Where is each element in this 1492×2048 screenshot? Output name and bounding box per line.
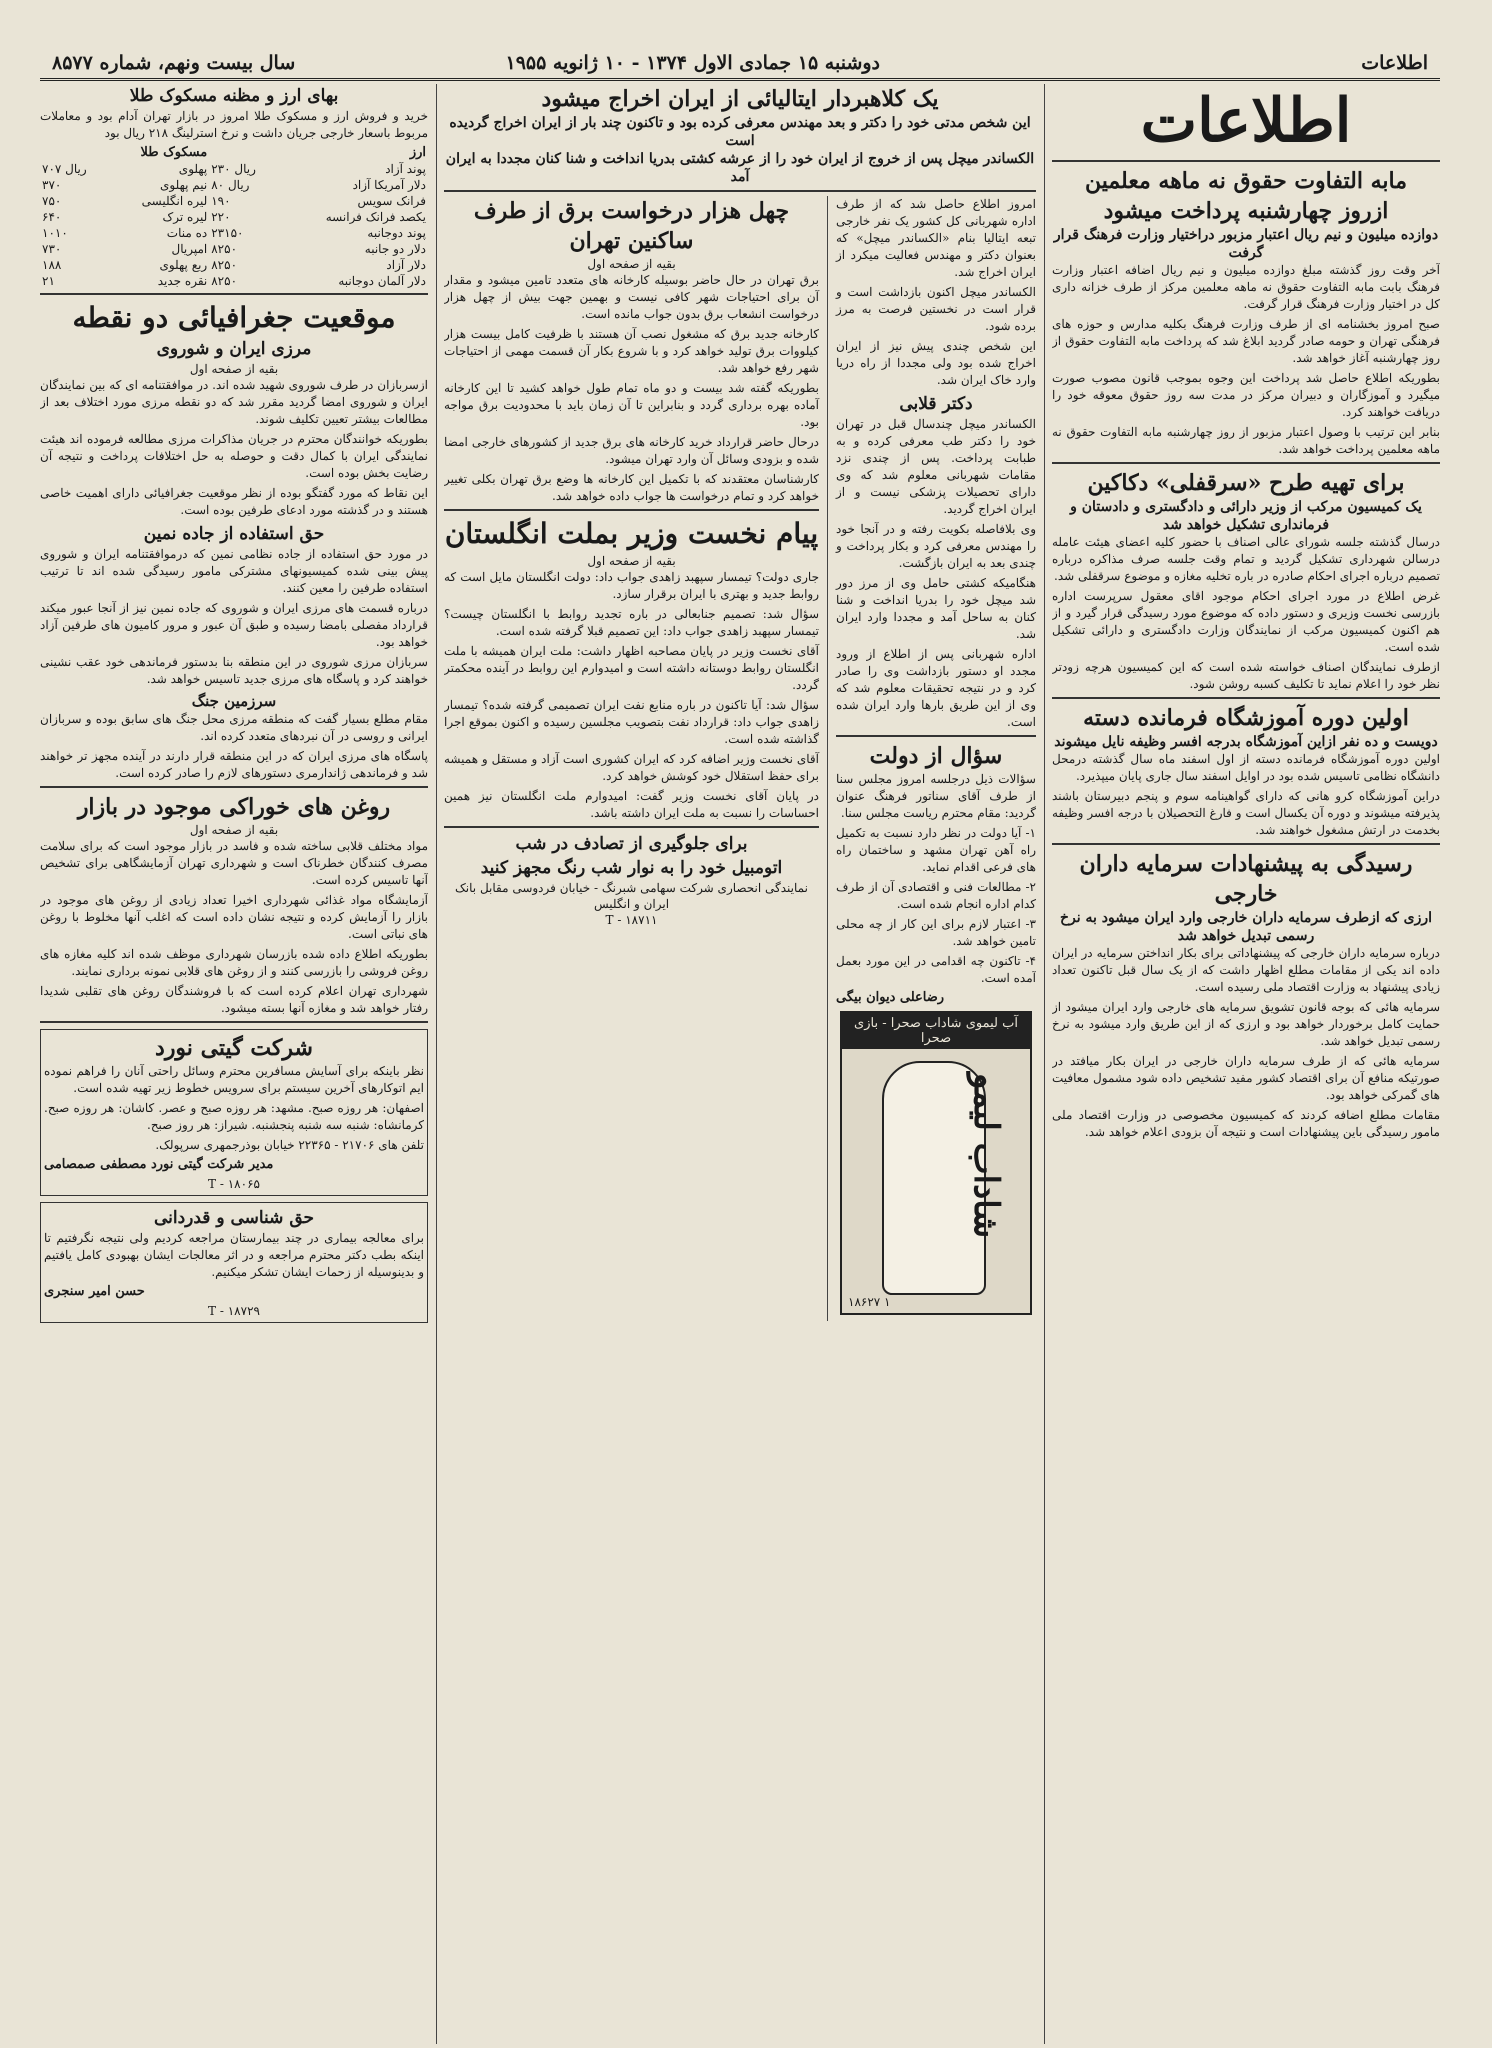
- paragraph: الکساندر میچل چندسال قبل در تهران خود را دکتر طب معرفی کرده و به طبابت پرداخت. پس از چندی نزد مقامات شهربانی معلوم شد که وی دارای تحصیلات پزشکی نیست و از ایران اخراج گردید.: [836, 417, 1036, 516]
- article-goodwill: [1052, 468, 1440, 693]
- table-row: [40, 161, 428, 177]
- cell: ده منات: [166, 226, 208, 240]
- cell: پوند دوجانبه: [367, 226, 426, 240]
- paragraph: اداره شهربانی پس از اطلاع از ورود مجدد او دستور بازداشت وی را صادر کرد و در نتیجه تحقیقات معلوم شد که وی از این طریق بارها وارد ایران شده است.: [836, 647, 1036, 729]
- paragraph: ۳- اعتبار لازم برای این کار از چه محلی تامین خواهد شد.: [836, 917, 1036, 948]
- paragraph: مقام مطلع بسیار گفت که منطقه مرزی محل جنگ های سابق بوده و سربازان ایرانی و روسی در آن نبردهای متعدد کرده اند.: [40, 712, 428, 743]
- paragraph: جاری دولت؟ تیمسار سپهبد زاهدی جواب داد: دولت انگلستان مایل است که روابط جدید و بهتری با ایران برقرار سازد.: [444, 570, 819, 601]
- paragraph: نظر باینکه برای آسایش مسافرین محترم وسائل راحتی آنان را فراهم نموده ایم اتوکارهای آخرین سیستم برای سرویس خطوط زیر تهیه شده است.: [44, 1064, 424, 1095]
- section-heading: حق استفاده از جاده نمین: [143, 524, 325, 544]
- cell: دلار آزاد: [386, 258, 426, 272]
- section-heading: دکتر قلابی: [899, 394, 973, 414]
- article-foreign-investors: [1052, 849, 1440, 1141]
- paragraph: بطوریکه اطلاع داده شده بازرسان شهرداری موظف شده اند کلیه مغازه های روغن فروشی را بازرسی کنند و از روغن های قلابی نمونه برداری نمایند.: [40, 947, 428, 978]
- column-rule: [436, 84, 437, 2044]
- cell: پهلوی: [178, 162, 208, 176]
- paragraph: بنابر این ترتیب با وصول اعتبار مزبور از روز چهارشنبه مابه التفاوت حقوق نه ماهه معلمین پرداخت خواهد شد.: [1052, 425, 1440, 456]
- cell: ۲۳۱۵۰: [211, 226, 244, 240]
- table-row: [40, 177, 428, 193]
- headline: ازروز چهارشنبه پرداخت میشود: [1103, 198, 1389, 224]
- paragraph: کارشناسان معتقدند که با تکمیل این کارخانه ها وضع برق تهران بکلی تغییر خواهد کرد و تمام درخواست ها جواب داده خواهد شد.: [444, 472, 819, 503]
- reflector-ad: [444, 832, 819, 928]
- table-header: [40, 145, 428, 161]
- paragraph: غرض اطلاع در مورد اجرای احکام موجود اقای معقول سرپرست اداره بازرسی نخست وزیری و دستور داده که موضوع مورد رسیدگی قرار گیرد و از هم اکنون کمیسیون مرکب از نمایندگان وزارت دادگستری و دارائی تشکیل شده است.: [1052, 589, 1440, 654]
- divider: [444, 190, 1036, 192]
- cell: ۲۱: [42, 274, 55, 288]
- thanks-notice: [40, 1202, 428, 1323]
- article-border-points: [40, 299, 428, 782]
- signature: رضاعلی دیوان بیگی: [836, 990, 945, 1005]
- cell: دلار دو جانبه: [364, 242, 426, 256]
- paragraph: سربازان مرزی شوروی در این منطقه بنا بدستور فرماندهی خود عقب نشینی خواهند کرد و پاسگاه های مرزی جدید تاسیس خواهد شد.: [40, 655, 428, 686]
- paragraph: وی بلافاصله بکویت رفته و در آنجا خود را مهندس معرفی کرد و بکار پرداخت و چندی بعد به ایران بازگشت.: [836, 522, 1036, 570]
- headline: رسیدگی به پیشنهادات سرمایه داران خارجی: [1079, 851, 1413, 907]
- paragraph: بطوریکه خوانندگان محترم در جریان مذاکرات مرزی مطالعه فرموده اند هیئت نمایندگی ایران با کمال دقت و حوصله به حل اختلافات پرداخت و نتیجه آن رضایت بخش بوده است.: [40, 432, 428, 480]
- subheadline: یک کمیسیون مرکب از وزیر دارائی و دادگستری و دادستان و فرمانداری تشکیل خواهد شد: [1070, 499, 1422, 533]
- paragraph: سؤالات ذیل درجلسه امروز مجلس سنا از طرف آقای سناتور فرهنگ عنوان گردید: مقام محترم ریاست مجلس سنا.: [836, 772, 1036, 820]
- paragraph: اولین دوره آموزشگاه فرمانده دسته از اول اسفند ماه سال گذشته درمحل دانشگاه نظامی تاسیس شده بود در اوایل اسفند سال جاری پایان میپذیرد.: [1052, 752, 1440, 783]
- subheadline: این شخص مدتی خود را دکتر و بعد مهندس معرفی کرده بود و تاکنون چند بار از ایران اخراج گردیده است: [449, 115, 1031, 149]
- section-heading: سرزمین جنگ: [191, 692, 277, 710]
- ad-number: ۱۸۷۲۹ - T: [208, 1304, 260, 1318]
- continued-note: بقیه از صفحه اول: [587, 554, 676, 568]
- divider: [40, 786, 428, 788]
- paragraph: هنگامیکه کشتی حامل وی از مرز دور شد میچل خود را بدریا انداخت و شنا کنان به ساحل آمد و مجددا وارد ایران شد.: [836, 576, 1036, 641]
- cell: امپریال: [171, 242, 208, 256]
- cell: لیره انگلیسی: [141, 194, 208, 208]
- subheadline: ارزی که ازطرف سرمایه داران خارجی وارد ایران میشود به نرخ رسمی تبدیل خواهد شد: [1059, 910, 1433, 944]
- signature: مدیر شرکت گیتی نورد مصطفی صمصامی: [44, 1157, 274, 1172]
- ad-brand: شاداب لیمو: [966, 1073, 1006, 1239]
- cell: ۷۰۷ ریال: [42, 162, 87, 176]
- paragraph: ۱- آیا دولت در نظر دارد نسبت به تکمیل راه آهن تهران مشهد و ساختمان راه های فرعی اقدام نماید.: [836, 826, 1036, 874]
- article-teachers-pay: [1052, 166, 1440, 458]
- table-row: [40, 273, 428, 289]
- paragraph: درحال حاضر قرارداد خرید کارخانه های برق جدید از کشورهای خارجی امضا شده و بزودی وسائل آن وارد تهران میشود.: [444, 435, 819, 466]
- paragraph: درباره سرمایه داران خارجی که پیشنهاداتی برای بکار انداختن سرمایه در ایران داده اند یکی از مقامات مطلع اظهار داشت که از یک سال قبل تاکنون تعداد زیادی پیشنهاد به وزارت اقتصاد ملی رسیده است.: [1052, 946, 1440, 994]
- headline: یک کلاهبردار ایتالیائی از ایران اخراج میشود: [541, 86, 939, 112]
- divider: [40, 1021, 428, 1023]
- cell: فرانک سویس: [357, 194, 426, 208]
- dateline-bar: [40, 48, 1440, 81]
- headline: سؤال از دولت: [869, 743, 1003, 769]
- paragraph: درسال گذشته جلسه شورای عالی اصناف با حضور کلیه اعضای هیئت عامله درسالن شهرداری تشکیل گردید و تمام وقت جلسه صرف مذاکره درباره تصمیم درباره اجرای احکام صادره در باره تخلیه مغازه و موضوع سرقفلی شد.: [1052, 535, 1440, 583]
- ad-number: ۱۸۰۶۵ - T: [208, 1177, 260, 1191]
- cell: ۸۲۵۰: [211, 274, 238, 288]
- paragraph: خرید و فروش ارز و مسکوک طلا امروز در بازار تهران آدام بود و معاملات مربوط باسعار خارجی جریان داشت و نرخ استرلینگ ۲۱۸ ریال بود: [40, 109, 428, 140]
- paragraph: مواد مختلف قلابی ساخته شده و فاسد در بازار موجود است که برای سلامت مصرف کنندگان خطرناک است و شهرداری تهران آزمایشگاهی برای تشخیص آنها تاسیس کرده است.: [40, 839, 428, 887]
- paragraph: کارخانه جدید برق که مشغول نصب آن هستند با ظرفیت کامل بیست هزار کیلووات برق تولید خواهد کرد و با شروع بکار آن قسمت مهمی از احتیاجات شهر رفع خواهد شد.: [444, 327, 819, 375]
- cell: نیم پهلوی: [160, 178, 208, 192]
- paragraph: آزمایشگاه مواد غذائی شهرداری اخیرا تعداد زیادی از روغن های موجود در بازار را آزمایش کرده و نتیجه نشان داده است که اغلب آنها مخلوط با روغن های نباتی است.: [40, 893, 428, 941]
- cell: ۷۵۰: [42, 194, 62, 208]
- ad-address: نمایندگی انحصاری شرکت سهامی شبرنگ - خیابان فردوسی مقابل بانک ایران و انگلیس: [455, 881, 808, 911]
- column-rule: [1044, 84, 1045, 2044]
- subheadline: دویست و ده نفر ازاین آموزشگاه بدرجه افسر وظیفه نایل میشوند: [1054, 734, 1438, 750]
- table-row: [40, 241, 428, 257]
- headline: چهل هزار درخواست برق از طرف ساکنین تهران: [473, 198, 790, 254]
- lemon-drink-ad: [840, 1011, 1032, 1315]
- cell: ۷۳۰: [42, 242, 62, 256]
- cell: دلار آمریکا آزاد: [352, 178, 426, 192]
- paragraph: صبح امروز بخشنامه ای از طرف وزارت فرهنگ بکلیه مدارس و حوزه های فرهنگی تهران و حومه صادر گردید ابلاغ شد که پرداخت مابه التفاوت حقوق از روز چهارشنبه آغاز خواهد شد.: [1052, 317, 1440, 365]
- article-officer-school: [1052, 703, 1440, 839]
- divider: [1052, 462, 1440, 464]
- gitinavard-ad: [40, 1029, 428, 1196]
- headline: حق شناسی و قدردانی: [153, 1208, 315, 1228]
- newspaper-logo: اطلاعات: [1140, 86, 1352, 156]
- electricity-body-column: [444, 196, 819, 1321]
- cell: ۸۲۵۰: [211, 258, 238, 272]
- continued-note: بقیه از صفحه اول: [189, 362, 279, 376]
- ad-headline: اتومبیل خود را به نوار شب رنگ مجهز کنید: [480, 858, 783, 878]
- headline: روغن های خوراکی موجود در بازار: [77, 794, 391, 820]
- paragraph: مقامات مطلع اضافه کردند که کمیسیون مخصوصی در وزارت اقتصاد ملی مامور رسیدگی باین پیشنهادات است و نتیجه آن بزودی اعلام خواهد شد.: [1052, 1108, 1440, 1139]
- signature: حسن امیر سنجری: [44, 1284, 145, 1299]
- paragraph: برای معالجه بیماری در چند بیمارستان مراجعه کردیم ولی نتیجه نگرفتیم تا اینکه بطب دکتر محترم مراجعه و در اثر معالجات ایشان بهبودی کامل یافتیم و بدینوسیله از زحمات ایشان تشکر میکنیم.: [44, 1231, 424, 1279]
- paragraph: سؤال شد: تصمیم جنابعالی در باره تجدید روابط با انگلستان چیست؟ تیمسار سپهبد زاهدی جواب داد: این تصمیم قبلا گرفته شده است.: [444, 607, 819, 638]
- paragraph: این نقاط که مورد گفتگو بوده از نظر موقعیت جغرافیائی دارای اهمیت خاصی هستند و در گذشته مورد ادعای طرفین بوده است.: [40, 486, 428, 517]
- cell: ۱۸۸: [42, 258, 62, 272]
- paragraph: آخر وقت روز گذشته مبلغ دوازده میلیون و نیم ریال اضافه اعتبار وزارت فرهنگ بابت مابه التفاوت حقوق نه ماهه معلمین مرکز از طرف خزانه داری کل در اختیار وزارت فرهنگ قرار گرفت.: [1052, 263, 1440, 311]
- column-middle: [444, 84, 1036, 2044]
- cell: ۱۰۱۰: [42, 226, 68, 240]
- paragraph: شهرداری تهران اعلام کرده است که با فروشندگان روغن های تقلبی شدیدا رفتار خواهد شد و مغازه آنها بسته میشود.: [40, 984, 428, 1015]
- article-italian-fraudster: [444, 84, 1036, 186]
- currency-rates: [40, 84, 428, 289]
- headline: بهای ارز و مظنه مسکوک طلا: [129, 86, 339, 106]
- divider: [444, 509, 819, 511]
- paragraph: برق تهران در حال حاضر بوسیله کارخانه های متعدد تامین میشود و مقدار آن برای احتیاجات شهر کافی نیست و بهمین جهت بیش از چهل هزار درخواست انشعاب برق بدون جواب مانده است.: [444, 273, 819, 321]
- cell: پوند آزاد: [385, 162, 426, 176]
- headline: برای تهیه طرح «سرقفلی» دکاکین: [1087, 470, 1405, 496]
- masthead-name: اطلاعات: [1361, 52, 1428, 74]
- divider: [1052, 697, 1440, 699]
- table-row: [40, 225, 428, 241]
- paragraph: آقای نخست وزیر اضافه کرد که ایران کشوری است آزاد و مستقل و همیشه برای حفظ استقلال خود کوشش خواهد کرد.: [444, 752, 819, 783]
- paragraph: در پایان آقای نخست وزیر گفت: امیدوارم ملت انگلستان نیز همین احساسات را نسبت به ملت ایران داشته باشد.: [444, 789, 819, 820]
- headline: موقعیت جغرافیائی دو نقطه: [72, 301, 396, 334]
- paragraph: ازسربازان در طرف شوروی شهید شده اند. در موافقتنامه ای که بین نمایندگان ایران و شوروی امضا گردید مقرر شد که دو نقطه مرزی مورد اختلاف بعد از مطالعات بیشتر تعیین تکلیف شوند.: [40, 378, 428, 426]
- cell: دلار آلمان دوجانبه: [338, 274, 426, 288]
- column-header: ارز: [409, 145, 426, 160]
- divider: [836, 735, 1036, 737]
- divider: [1052, 843, 1440, 845]
- paragraph: در مورد حق استفاده از جاده نظامی نمین که درموافقتنامه ایران و شوروی پیش بینی شده کمیسیونهای مشترکی مامور رسیدگی شده اند تا ترتیب استفاده طرفین را معین کنند.: [40, 547, 428, 595]
- column-rule: [827, 196, 828, 1321]
- cell: ۳۷۰: [42, 178, 62, 192]
- column-header: مسکوک طلا: [140, 145, 208, 160]
- paragraph: ۲- مطالعات فنی و اقتصادی آن از طرف کدام اداره انجام شده است.: [836, 880, 1036, 911]
- divider: [40, 293, 428, 295]
- fraudster-body-column: [836, 196, 1036, 1321]
- paragraph: ۴- تاکنون چه اقدامی در این مورد بعمل آمده است.: [836, 954, 1036, 985]
- paragraph: الکساندر میچل اکنون بازداشت است و قرار است در نخستین فرصت به مرز برده شود.: [836, 285, 1036, 333]
- masthead-issue: سال بیست ونهم، شماره ۸۵۷۷: [52, 52, 296, 74]
- paragraph: بطوریکه اطلاع حاصل شد پرداخت این وجوه بموجب قانون مصوب صورت میگیرد و آموزگاران و دبیران مرکز در مدت سه روز حقوق معوقه خود را دریافت خواهند کرد.: [1052, 371, 1440, 419]
- paragraph: اصفهان: هر روزه صبح. مشهد: هر روزه صبح و عصر. کاشان: هر روزه صبح. کرمانشاه: شنبه سه شنبه پنجشنبه. شیراز: هر روز صبح.: [44, 1101, 424, 1132]
- cell: ۲۳۰ ریال: [211, 162, 256, 176]
- cell: نقره جدید: [157, 274, 208, 288]
- masthead-date: دوشنبه ۱۵ جمادی الاول ۱۳۷۴ - ۱۰ ژانویه ۱۹۵۵: [505, 52, 880, 74]
- cell: ۲۲۰: [211, 210, 231, 224]
- column-right: [1052, 84, 1440, 2044]
- cell: لیره ترک: [162, 210, 208, 224]
- rates-table: [40, 145, 428, 289]
- paragraph: این شخص چندی پیش نیز از ایران اخراج شده بود ولی مجددا از راه دریا وارد خاک ایران شد.: [836, 339, 1036, 387]
- paragraph: درباره قسمت های مرزی ایران و شوروی که جاده نمین نیز از آنجا عبور میکند قرارداد مفصلی بامضا رسیده و طبق آن عبور و مرور کامیون های طرفین آزاد خواهد بود.: [40, 601, 428, 649]
- two-column-block: [444, 196, 1036, 1321]
- paragraph: سرمایه هائی که از طرف سرمایه داران خارجی در ایران بکار میافتد در صورتیکه منافع آن برای اقتصاد کشور مفید تشخیص داده شود مشمول معافیت های گمرکی خواهد بود.: [1052, 1054, 1440, 1102]
- headline: مابه التفاوت حقوق نه ماهه معلمین: [1084, 168, 1408, 194]
- ad-headline: شرکت گیتی نورد: [155, 1035, 313, 1061]
- divider: [1052, 160, 1440, 162]
- paragraph: دراین آموزشگاه کرو هانی که دارای گواهینامه سوم و پنجم دبیرستان باشند پذیرفته میشوند و دوره آن یکسال است و فارغ التحصیلان با درجه افسر وظیفه بخدمت در ارتش مشغول خواهند شد.: [1052, 789, 1440, 837]
- table-row: [40, 193, 428, 209]
- article-cooking-oils: [40, 792, 428, 1017]
- headline: مرزی ایران و شوروی: [156, 339, 312, 359]
- paragraph: امروز اطلاع حاصل شد که از طرف اداره شهربانی کل کشور یک نفر خارجی تبعه ایتالیا بنام «الکساندر میچل» که بعنوان دکتر و مهندس فعالیت میکرد از ایران اخراج شد.: [836, 197, 1036, 279]
- paragraph: تلفن های ۲۱۷۰۶ - ۲۲۳۶۵ خیابان بوذرجمهری سرپولک.: [155, 1138, 424, 1152]
- continued-note: بقیه از صفحه اول: [189, 823, 279, 837]
- table-row: [40, 257, 428, 273]
- paragraph: بطوریکه گفته شد بیست و دو ماه تمام طول خواهد کشید تا این کارخانه آماده بهره برداری گردد و بنابراین تا آن زمان باید با محدودیت برق مواجه بود.: [444, 381, 819, 429]
- ad-headline: برای جلوگیری از تصادف در شب: [515, 834, 748, 854]
- subheadline: دوازده میلیون و نیم ریال اعتبار مزبور دراختیار وزارت فرهنگ قرار گرفت: [1053, 227, 1439, 261]
- cell: ۱۹۰: [211, 194, 231, 208]
- paragraph: سؤال شد: آیا تاکنون در باره منابع نفت ایران تصمیمی گرفته شده؟ تیمسار زاهدی جواب داد: قرارداد نفت بتصویب مجلسین رسیده و اکنون بموقع اجرا گذاشته شده است.: [444, 698, 819, 746]
- cell: یکصد فرانک فرانسه: [325, 210, 426, 224]
- headline: پیام نخست وزیر بملت انگلستان: [444, 517, 819, 550]
- subheadline: الکساندر میچل پس از خروج از ایران خود را از عرشه کشتی بدریا انداخت و شنا کنان مجددا به ایران آمد: [445, 151, 1035, 185]
- cell: ۸۰ ریال: [211, 178, 250, 192]
- cell: ربع پهلوی: [159, 258, 208, 272]
- column-left: [40, 84, 428, 2044]
- paragraph: سرمایه هائی که بوجه قانون تشویق سرمایه های خارجی وارد ایران میشود از حمایت کامل برخوردار خواهد بود و ارزی که از این طریق وارد میشود به نرخ رسمی تبدیل خواهد شد.: [1052, 1000, 1440, 1048]
- cell: ۶۴۰: [42, 210, 62, 224]
- paragraph: پاسگاه های مرزی ایران که در این منطقه قرار دارند در آینده مجهز تر خواهند شد و فرماندهی ژاندارمری دستورهای لازم را صادر کرده است.: [40, 749, 428, 780]
- ad-number: ۱۸۷۱۱ - T: [605, 913, 658, 927]
- ad-banner: آب لیموی شاداب صحرا - بازی صحرا: [842, 1013, 1030, 1049]
- continued-note: بقیه از صفحه اول: [587, 257, 676, 271]
- headline: اولین دوره آموزشگاه فرمانده دسته: [1083, 705, 1409, 731]
- table-row: [40, 209, 428, 225]
- ad-number: ۱۸۶۲۷ ۱: [848, 1295, 891, 1309]
- paragraph: آقای نخست وزیر در پایان مصاحبه اظهار داشت: ملت ایران همیشه با ملت انگلستان روابط دوستانه داشته است و امیدوارم این روابط در آینده محکمتر گردد.: [444, 644, 819, 692]
- divider: [444, 826, 819, 828]
- cell: ۸۲۵۰: [211, 242, 238, 256]
- paragraph: ازطرف نمایندگان اصناف خواسته شده است که این کمیسیون هرچه زودتر نظر خود را اعلام نماید تا تکلیف کسبه روشن شود.: [1052, 660, 1440, 691]
